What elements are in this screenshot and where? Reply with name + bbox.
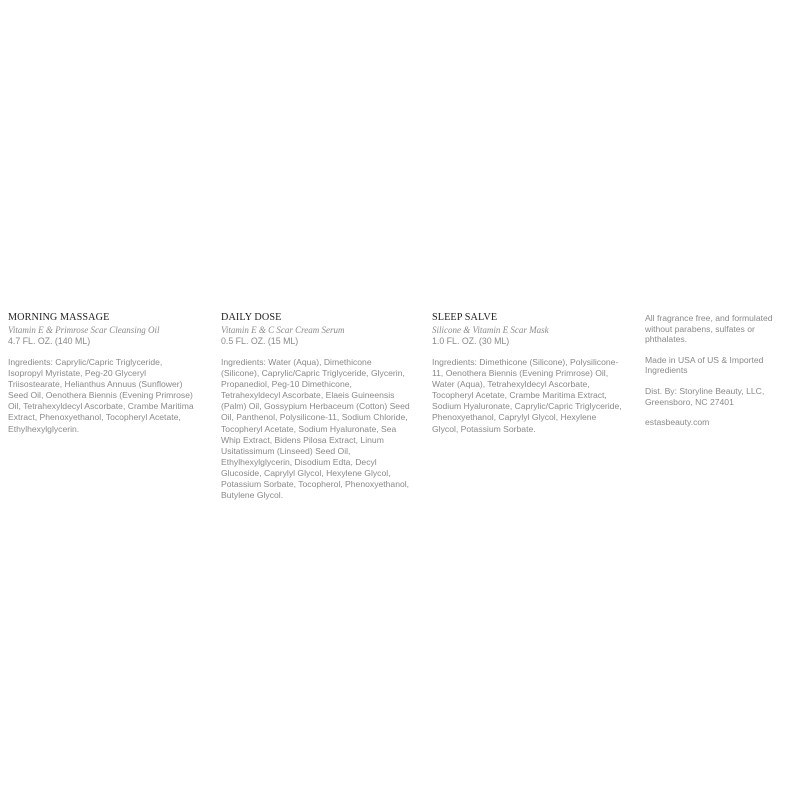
product-column-morning-massage	[8, 312, 198, 435]
product-name: DAILY DOSE	[221, 312, 282, 323]
product-column-sleep-salve	[432, 312, 622, 435]
product-subtitle: Vitamin E & C Scar Cream Serum	[221, 325, 345, 335]
product-name: MORNING MASSAGE	[8, 312, 110, 323]
fragrance-note: All fragrance free, and formulated without parabens, sulfates or phthalates.	[645, 313, 773, 345]
product-size: 4.7 FL. OZ. (140 ML)	[8, 336, 91, 346]
product-subtitle: Silicone & Vitamin E Scar Mask	[432, 325, 549, 335]
distributor-note: Dist. By: Storyline Beauty, LLC, Greensboro, NC 27401	[645, 385, 765, 407]
product-ingredients: Ingredients: Water (Aqua), Dimethicone (Silicone), Caprylic/Capric Triglyceride, Glycerin, Propanediol, Peg-10 Dimethicone, Tetrahexyldecyl Ascorbate, Elaeis Guineensis (Palm) Oil, Gossypium Herbaceum (Cotton) Seed Oil, Panthenol, Polysilicone-11, Sodium Chloride, Tocopheryl Acetate, Sodium Hyaluronate, Sea Whip Extract, Bidens Pilosa Extract, Linum Usitatissimum (Linseed) Seed Oil, Ethylhexylglycerin, Disodium Edta, Decyl Glucoside, Caprylyl Glycol, Hexylene Glycol, Potassium Sorbate, Tocopherol, Phenoxyethanol, Butylene Glycol.	[221, 357, 410, 501]
product-ingredients: Ingredients: Dimethicone (Silicone), Polysilicone-11, Oenothera Biennis (Evening Primrose) Oil, Water (Aqua), Tetrahexyldecyl Ascorbate, Tocopheryl Acetate, Crambe Maritima Extract, Sodium Hyaluronate, Caprylic/Capric Triglyceride, Phenoxyethanol, Caprylyl Glycol, Hexylene Glycol, Potassium Sorbate.	[432, 357, 622, 434]
product-name: SLEEP SALVE	[432, 312, 498, 323]
product-column-daily-dose	[221, 312, 411, 501]
product-size: 0.5 FL. OZ. (15 ML)	[221, 336, 299, 346]
product-size: 1.0 FL. OZ. (30 ML)	[432, 336, 510, 346]
product-subtitle: Vitamin E & Primrose Scar Cleansing Oil	[8, 325, 160, 335]
origin-note: Made in USA of US & Imported Ingredients	[645, 354, 764, 376]
product-ingredients: Ingredients: Caprylic/Capric Triglyceride, Isopropyl Myristate, Peg-20 Glyceryl Triisostearate, Helianthus Annuus (Sunflower) Seed Oil, Oenothera Biennis (Evening Primrose) Oil, Tetrahexyldecyl Ascorbate, Crambe Maritima Extract, Phenoxyethanol, Tocopheryl Acetate, Ethylhexylglycerin.	[8, 357, 194, 434]
website-link[interactable]: estasbeauty.com	[645, 417, 710, 428]
info-column	[645, 313, 795, 438]
